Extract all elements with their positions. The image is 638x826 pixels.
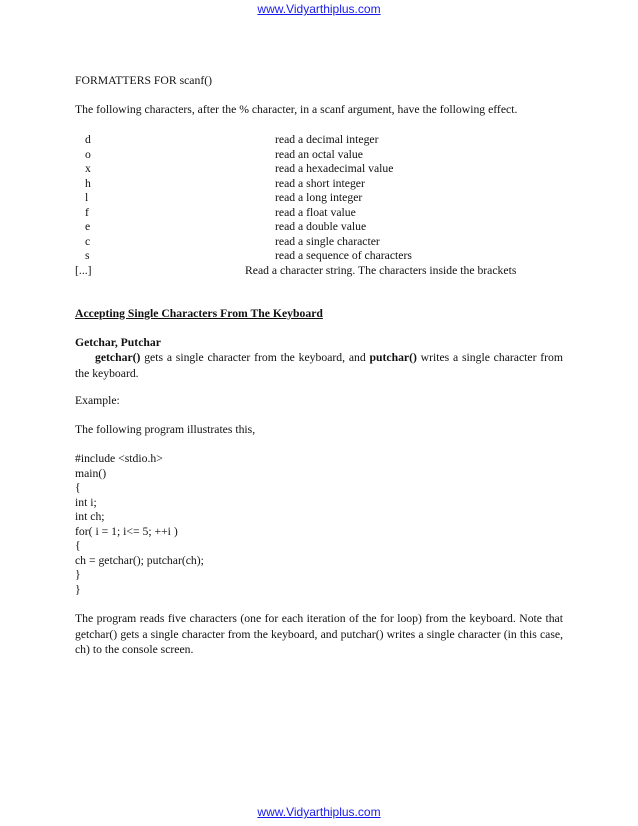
fmt-desc: read an octal value: [275, 147, 363, 161]
code-line: {: [75, 539, 81, 552]
code-line: for( i = 1; i<= 5; ++i ): [75, 524, 178, 538]
fmt-char: s: [85, 249, 90, 262]
fmt-char: l: [85, 191, 89, 204]
fmt-char: c: [85, 234, 91, 248]
code-line: ch = getchar(); putchar(ch);: [75, 553, 204, 567]
footer-link[interactable]: www.Vidyarthiplus.com: [257, 805, 381, 819]
fmt-bracket-char: [...]: [75, 263, 92, 277]
code-line: }: [75, 568, 81, 581]
fmt-char: e: [85, 220, 91, 233]
fmt-desc: read a long integer: [275, 191, 363, 204]
program-intro: The following program illustrates this,: [75, 423, 256, 436]
fmt-bracket-desc: Read a character string. The characters inside the brackets: [245, 263, 517, 277]
getchar-paragraph: [75, 350, 563, 381]
fmt-desc: read a hexadecimal value: [275, 162, 394, 175]
fmt-char: x: [85, 162, 91, 175]
code-line: int i;: [75, 495, 97, 509]
header-link[interactable]: www.Vidyarthiplus.com: [257, 2, 381, 16]
paragraph-text: writes a single character from the keyboard.: [75, 351, 563, 380]
fmt-desc: read a sequence of characters: [275, 249, 412, 262]
fmt-desc: read a float value: [275, 205, 356, 219]
example-label: Example:: [75, 394, 120, 407]
code-line: }: [75, 582, 81, 596]
fmt-char: d: [85, 133, 91, 146]
code-line: #include <stdio.h>: [75, 452, 163, 465]
section-subheading: Getchar, Putchar: [75, 336, 161, 349]
formatters-intro: The following characters, after the % character, in a scanf argument, have the following effect.: [75, 103, 518, 116]
fmt-desc: read a double value: [275, 220, 367, 233]
fmt-char: h: [85, 176, 91, 190]
formatters-title: FORMATTERS FOR scanf(): [75, 74, 213, 87]
closing-paragraph: The program reads five characters (one for each iteration of the for loop) from the keyboard. Note that getchar() gets a single character from the keyboard, and putchar() writes a single character (in this case, ch) to the console screen.: [75, 612, 563, 656]
section-heading: Accepting Single Characters From The Keyboard: [75, 307, 323, 320]
getchar-term: getchar(): [95, 351, 141, 364]
fmt-desc: read a single character: [275, 234, 380, 248]
fmt-char: f: [85, 205, 89, 219]
fmt-desc: read a short integer: [275, 176, 365, 190]
paragraph-text: gets a single character from the keyboard, and: [140, 351, 370, 364]
putchar-term: putchar(): [369, 351, 417, 364]
fmt-char: o: [85, 147, 91, 161]
fmt-desc: read a decimal integer: [275, 133, 379, 146]
code-line: main(): [75, 466, 107, 480]
code-line: {: [75, 481, 81, 494]
code-line: int ch;: [75, 510, 105, 523]
